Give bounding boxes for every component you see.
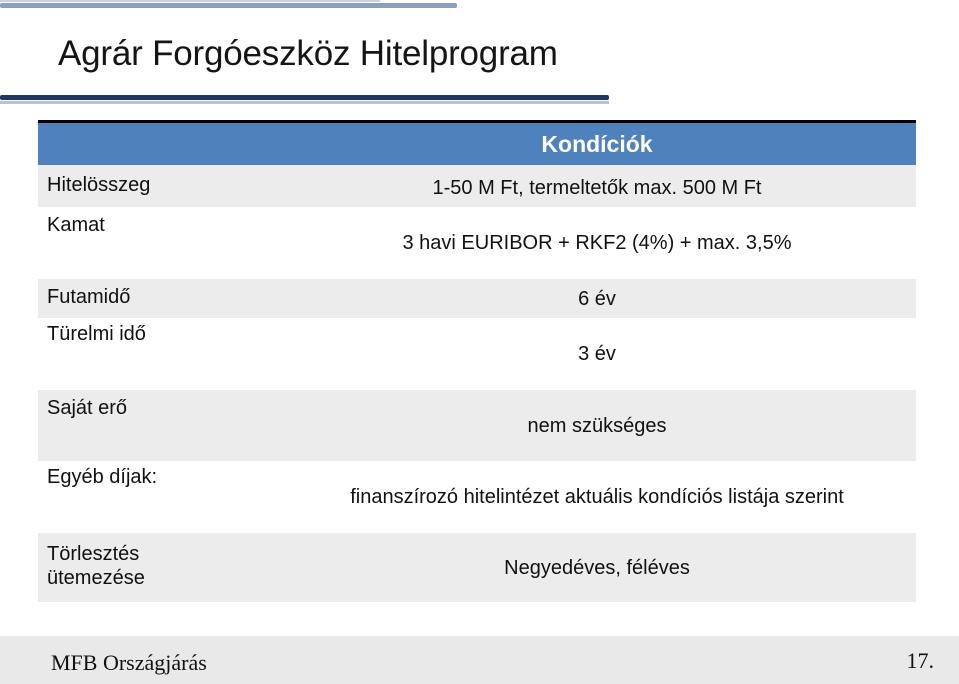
row-label-own-contribution: Saját erő <box>47 397 128 419</box>
table-header-row <box>38 123 916 165</box>
row-value-own-contribution: nem szükséges <box>527 415 667 437</box>
row-label-line1: Törlesztés <box>47 543 140 565</box>
top-accent-line <box>0 3 457 8</box>
table-row <box>38 318 916 390</box>
conditions-table <box>38 120 916 602</box>
row-value-grace-period: 3 év <box>578 343 616 365</box>
slide-number: 17. <box>906 648 934 673</box>
row-value-interest: 3 havi EURIBOR + RKF2 (4%) + max. 3,5% <box>402 232 792 254</box>
slide-title: Agrár Forgóeszköz Hitelprogram <box>58 34 558 73</box>
row-label-interest: Kamat <box>47 214 105 236</box>
row-label-term: Futamidő <box>47 286 131 308</box>
row-label-grace-period: Türelmi idő <box>47 323 146 345</box>
footer-organization: MFB Országjárás <box>51 650 207 675</box>
row-label-other-fees: Egyéb díjak: <box>47 466 158 488</box>
row-label-repayment-schedule <box>47 542 145 590</box>
table-row <box>38 533 916 602</box>
table-row <box>38 390 916 461</box>
table-row <box>38 279 916 318</box>
row-value-loan-amount: 1-50 M Ft, termeltetők max. 500 M Ft <box>432 177 762 199</box>
row-value-term: 6 év <box>578 288 616 310</box>
title-underline <box>0 95 609 100</box>
row-value-repayment-schedule: Negyedéves, féléves <box>504 557 690 579</box>
table-row <box>38 207 916 279</box>
table-row <box>38 461 916 533</box>
title-underline-shadow <box>0 101 609 104</box>
table-row <box>38 165 916 207</box>
top-accent-line-light <box>0 0 380 2</box>
row-label-line2: ütemezése <box>47 567 145 589</box>
row-value-other-fees: finanszírozó hitelintézet aktuális kondíciós listája szerint <box>350 486 844 508</box>
row-label-loan-amount: Hitelösszeg <box>47 174 151 196</box>
table-header-conditions: Kondíciók <box>541 131 653 157</box>
